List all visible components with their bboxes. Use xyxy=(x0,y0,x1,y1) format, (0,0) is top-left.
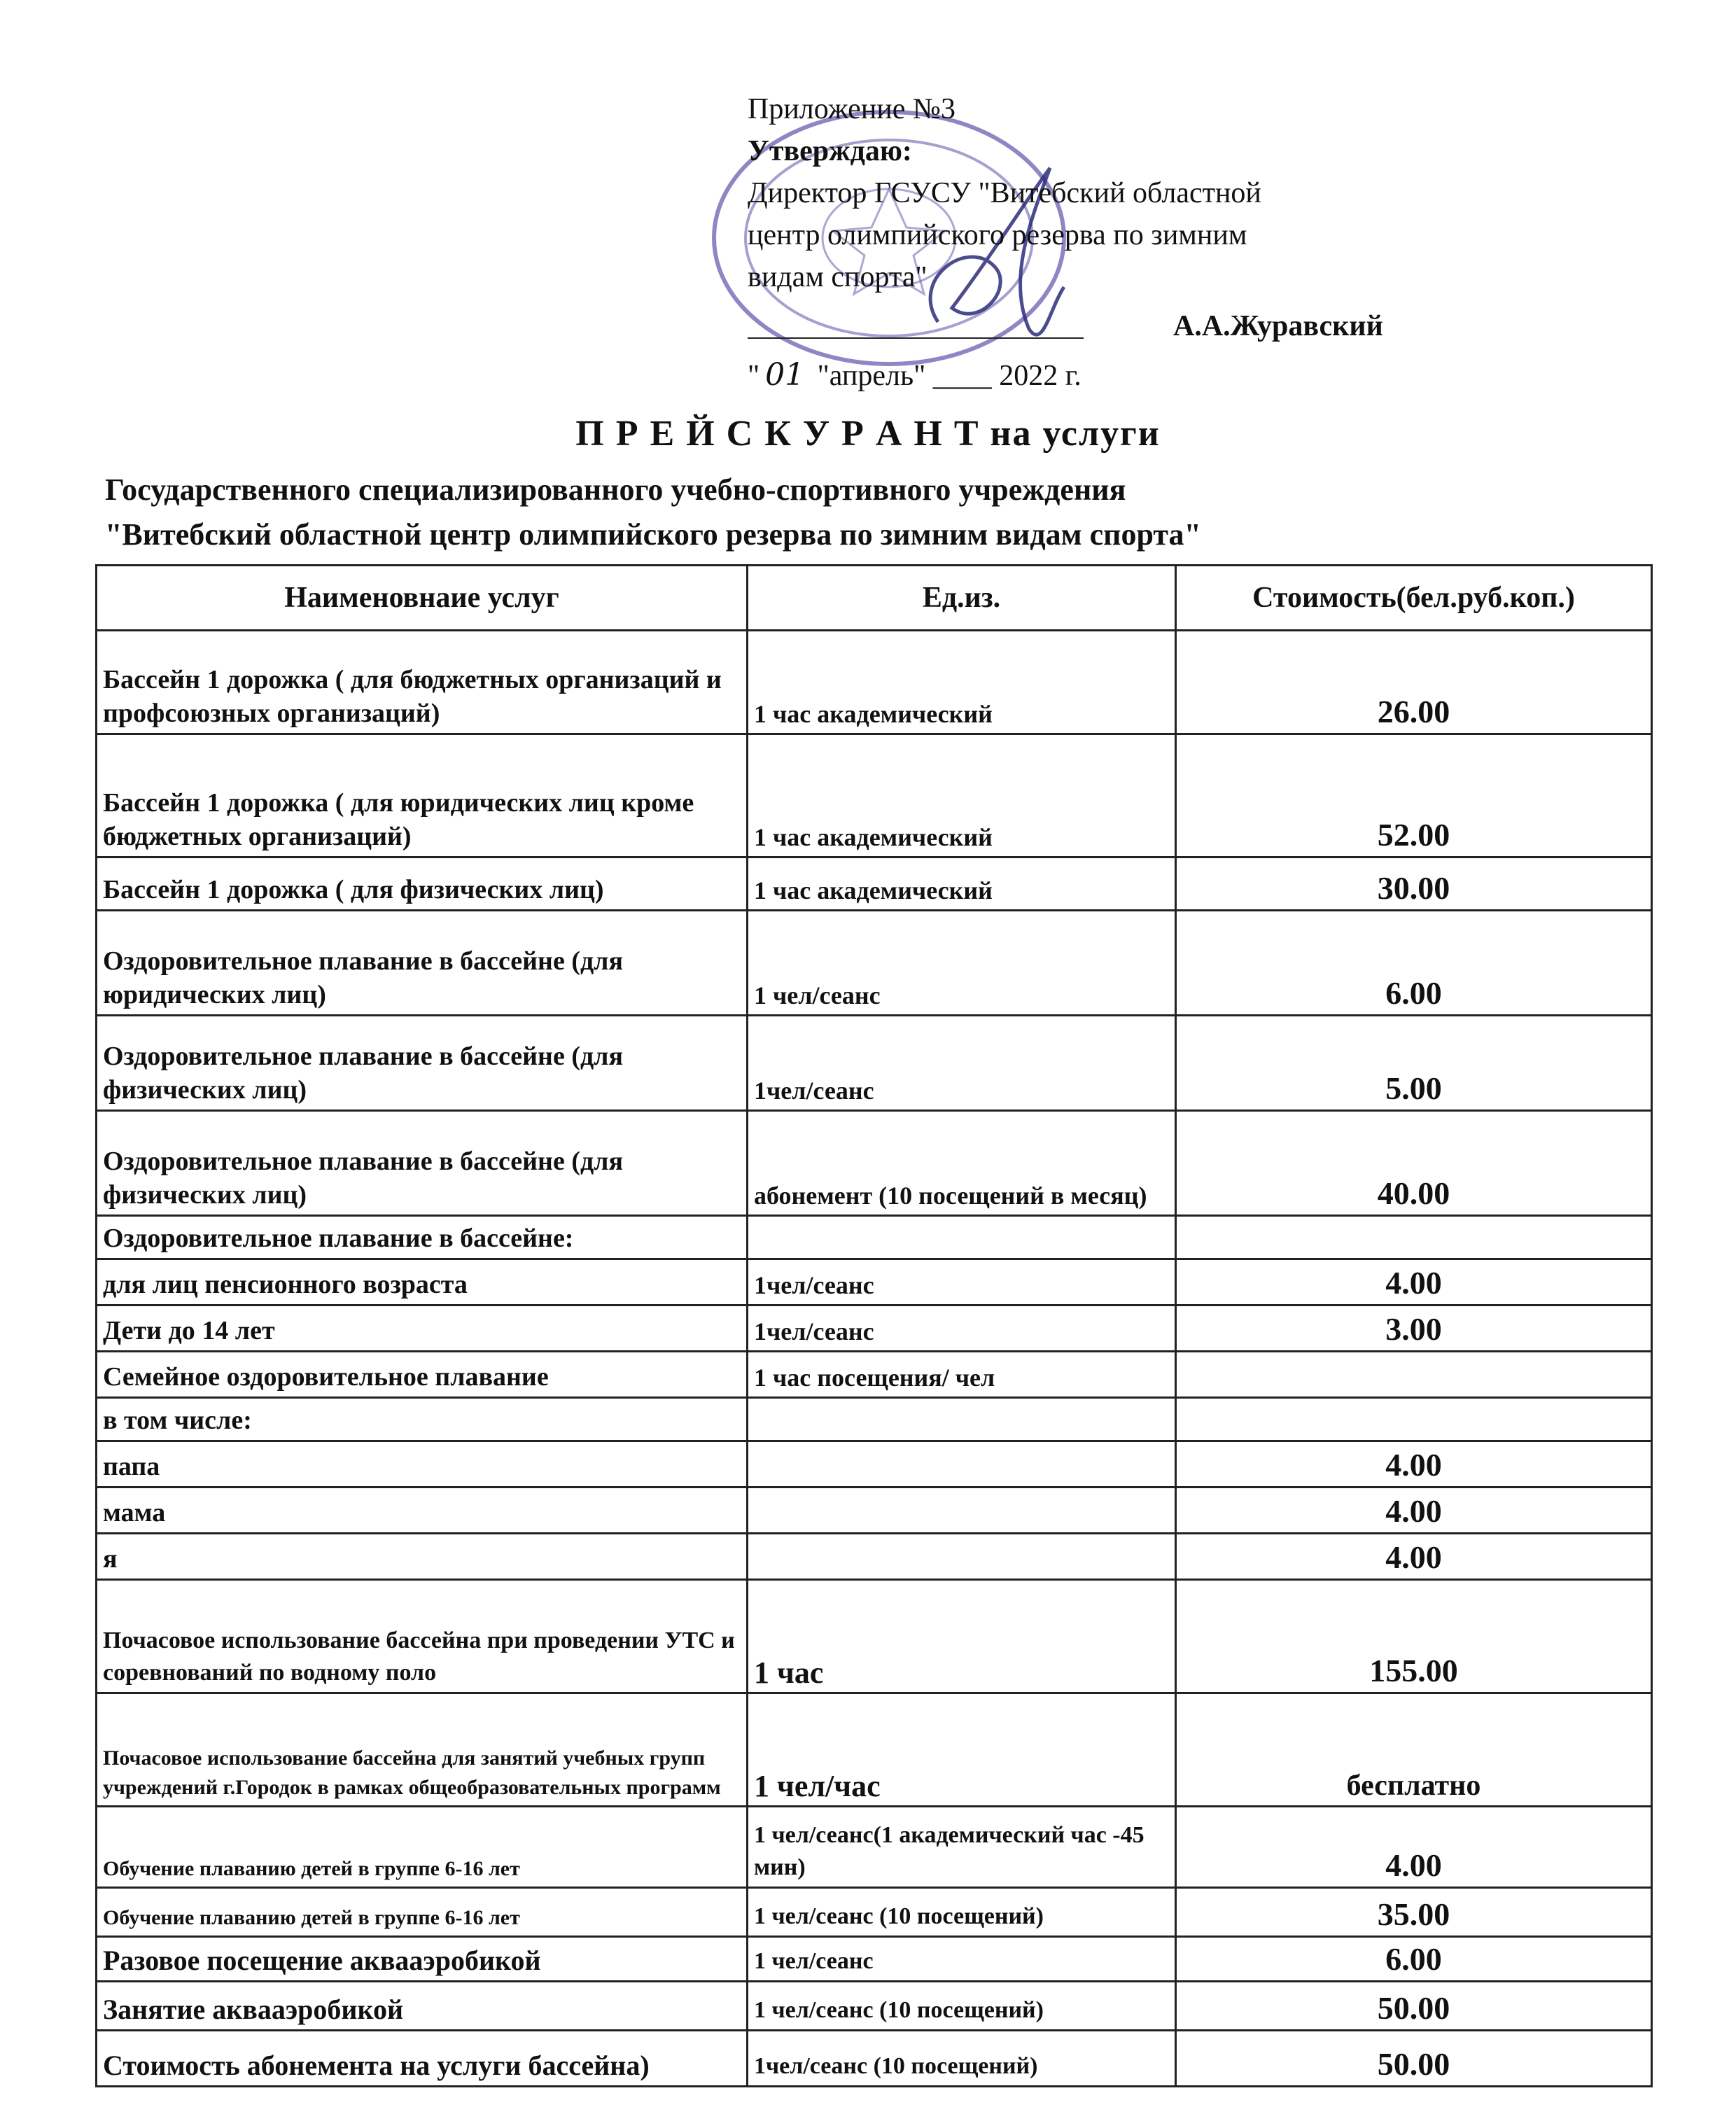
service-price: 155.00 xyxy=(1176,1580,1652,1693)
document-subtitle xyxy=(105,468,1715,557)
appendix-label: Приложение №3 xyxy=(748,93,955,125)
service-price: 35.00 xyxy=(1176,1888,1652,1937)
table-row xyxy=(97,1306,1652,1352)
service-price: 52.00 xyxy=(1176,734,1652,858)
table-row xyxy=(97,911,1652,1016)
service-unit: 1 чел/сеанс (10 посещений) xyxy=(748,1888,1176,1937)
header-service-name: Наименовнаие услуг xyxy=(97,566,748,631)
table-row xyxy=(97,1982,1652,2031)
service-unit: 1 чел/сеанс (10 посещений) xyxy=(748,1982,1176,2031)
service-unit: 1чел/сеанс xyxy=(748,1259,1176,1306)
service-unit: 1 час академический xyxy=(748,631,1176,734)
service-name: Бассейн 1 дорожка ( для бюджетных организаций и профсоюзных организаций) xyxy=(97,631,748,734)
service-unit: 1 чел/сеанс xyxy=(748,911,1176,1016)
service-unit: 1 чел/час xyxy=(748,1693,1176,1807)
service-name: Почасовое использование бассейна для занятий учебных групп учреждений г.Городок в рамках общеобразовательных программ xyxy=(97,1693,748,1807)
director-position-line-1: Директор ГСУСУ "Витебский областной xyxy=(748,177,1261,209)
table-row xyxy=(97,1398,1652,1441)
service-price: 5.00 xyxy=(1176,1016,1652,1111)
table-row xyxy=(97,1488,1652,1534)
service-name: Обучение плаванию детей в группе 6-16 лет xyxy=(97,1807,748,1888)
service-unit xyxy=(748,1398,1176,1441)
service-price: 6.00 xyxy=(1176,1937,1652,1982)
service-price: 4.00 xyxy=(1176,1807,1652,1888)
table-row xyxy=(97,1937,1652,1982)
service-unit: 1 час академический xyxy=(748,858,1176,911)
date-day: 01 xyxy=(765,357,805,393)
service-price: 4.00 xyxy=(1176,1534,1652,1580)
table-row xyxy=(97,631,1652,734)
service-name: Семейное оздоровительное плавание xyxy=(97,1352,748,1398)
header-price: Стоимость(бел.руб.коп.) xyxy=(1176,566,1652,631)
table-row xyxy=(97,1807,1652,1888)
director-position-line-3: видам спорта" xyxy=(748,261,927,293)
table-row xyxy=(97,858,1652,911)
price-table xyxy=(95,564,1653,2087)
service-price: 3.00 xyxy=(1176,1306,1652,1352)
service-price: 40.00 xyxy=(1176,1111,1652,1216)
service-price xyxy=(1176,1216,1652,1259)
service-name: Разовое посещение аквааэробикой xyxy=(97,1937,748,1982)
table-row xyxy=(97,1441,1652,1488)
table-row xyxy=(97,1580,1652,1693)
service-unit: 1 час xyxy=(748,1580,1176,1693)
service-unit: 1чел/сеанс xyxy=(748,1306,1176,1352)
document-title: П Р Е Й С К У Р А Н Т на услуги xyxy=(575,414,1161,454)
service-price: 50.00 xyxy=(1176,1982,1652,2031)
service-name: Оздоровительное плавание в бассейне: xyxy=(97,1216,748,1259)
service-name: мама xyxy=(97,1488,748,1534)
service-unit: абонемент (10 посещений в месяц) xyxy=(748,1111,1176,1216)
service-name: в том числе: xyxy=(97,1398,748,1441)
service-unit: 1чел/сеанс (10 посещений) xyxy=(748,2031,1176,2087)
service-name: Бассейн 1 дорожка ( для физических лиц) xyxy=(97,858,748,911)
service-name: Оздоровительное плавание в бассейне (для физических лиц) xyxy=(97,1111,748,1216)
service-unit: 1 чел/сеанс xyxy=(748,1937,1176,1982)
service-price: 30.00 xyxy=(1176,858,1652,911)
subtitle-line-2: "Витебский областной центр олимпийского резерва по зимним видам спорта" xyxy=(105,517,1201,552)
table-row xyxy=(97,1216,1652,1259)
service-name: Обучение плаванию детей в группе 6-16 лет xyxy=(97,1888,748,1937)
service-name: Оздоровительное плавание в бассейне (для юридических лиц) xyxy=(97,911,748,1016)
service-name: Почасовое использование бассейна при проведении УТС и соревнований по водному поло xyxy=(97,1580,748,1693)
service-name: для лиц пенсионного возраста xyxy=(97,1259,748,1306)
service-name: я xyxy=(97,1534,748,1580)
approve-label: Утверждаю: xyxy=(748,135,912,167)
service-unit xyxy=(748,1488,1176,1534)
header-unit: Ед.из. xyxy=(748,566,1176,631)
signature-line xyxy=(748,337,1084,339)
service-unit xyxy=(748,1534,1176,1580)
signature-row xyxy=(748,298,1448,354)
date-month: "апрель" xyxy=(817,360,926,392)
table-row xyxy=(97,1111,1652,1216)
table-row xyxy=(97,1259,1652,1306)
service-price: 4.00 xyxy=(1176,1259,1652,1306)
service-price xyxy=(1176,1398,1652,1441)
signer-name: А.А.Журавский xyxy=(1173,310,1383,342)
service-unit: 1 час академический xyxy=(748,734,1176,858)
approval-date: " 01 "апрель" ____ 2022 г. xyxy=(748,357,1082,393)
service-unit: 1 чел/сеанс(1 академический час -45 мин) xyxy=(748,1807,1176,1888)
service-price: 6.00 xyxy=(1176,911,1652,1016)
service-name: Занятие аквааэробикой xyxy=(97,1982,748,2031)
date-year: 2022 г. xyxy=(999,360,1082,392)
service-name: Бассейн 1 дорожка ( для юридических лиц кроме бюджетных организаций) xyxy=(97,734,748,858)
service-price: 26.00 xyxy=(1176,631,1652,734)
service-name: папа xyxy=(97,1441,748,1488)
table-row xyxy=(97,1693,1652,1807)
service-unit xyxy=(748,1216,1176,1259)
service-price: 50.00 xyxy=(1176,2031,1652,2087)
service-unit xyxy=(748,1441,1176,1488)
table-row xyxy=(97,2031,1652,2087)
service-price xyxy=(1176,1352,1652,1398)
approval-block xyxy=(748,88,1448,397)
service-name: Дети до 14 лет xyxy=(97,1306,748,1352)
service-price: 4.00 xyxy=(1176,1488,1652,1534)
table-row xyxy=(97,1352,1652,1398)
service-name: Стоимость абонемента на услуги бассейна) xyxy=(97,2031,748,2087)
table-row xyxy=(97,734,1652,858)
table-header-row xyxy=(97,566,1652,631)
table-row xyxy=(97,1534,1652,1580)
table-row xyxy=(97,1016,1652,1111)
subtitle-line-1: Государственного специализированного учебно-спортивного учреждения xyxy=(105,472,1126,507)
service-unit: 1чел/сеанс xyxy=(748,1016,1176,1111)
director-position-line-2: центр олимпийского резерва по зимним xyxy=(748,219,1247,251)
service-unit: 1 час посещения/ чел xyxy=(748,1352,1176,1398)
service-price: бесплатно xyxy=(1176,1693,1652,1807)
service-price: 4.00 xyxy=(1176,1441,1652,1488)
service-name: Оздоровительное плавание в бассейне (для физических лиц) xyxy=(97,1016,748,1111)
table-row xyxy=(97,1888,1652,1937)
